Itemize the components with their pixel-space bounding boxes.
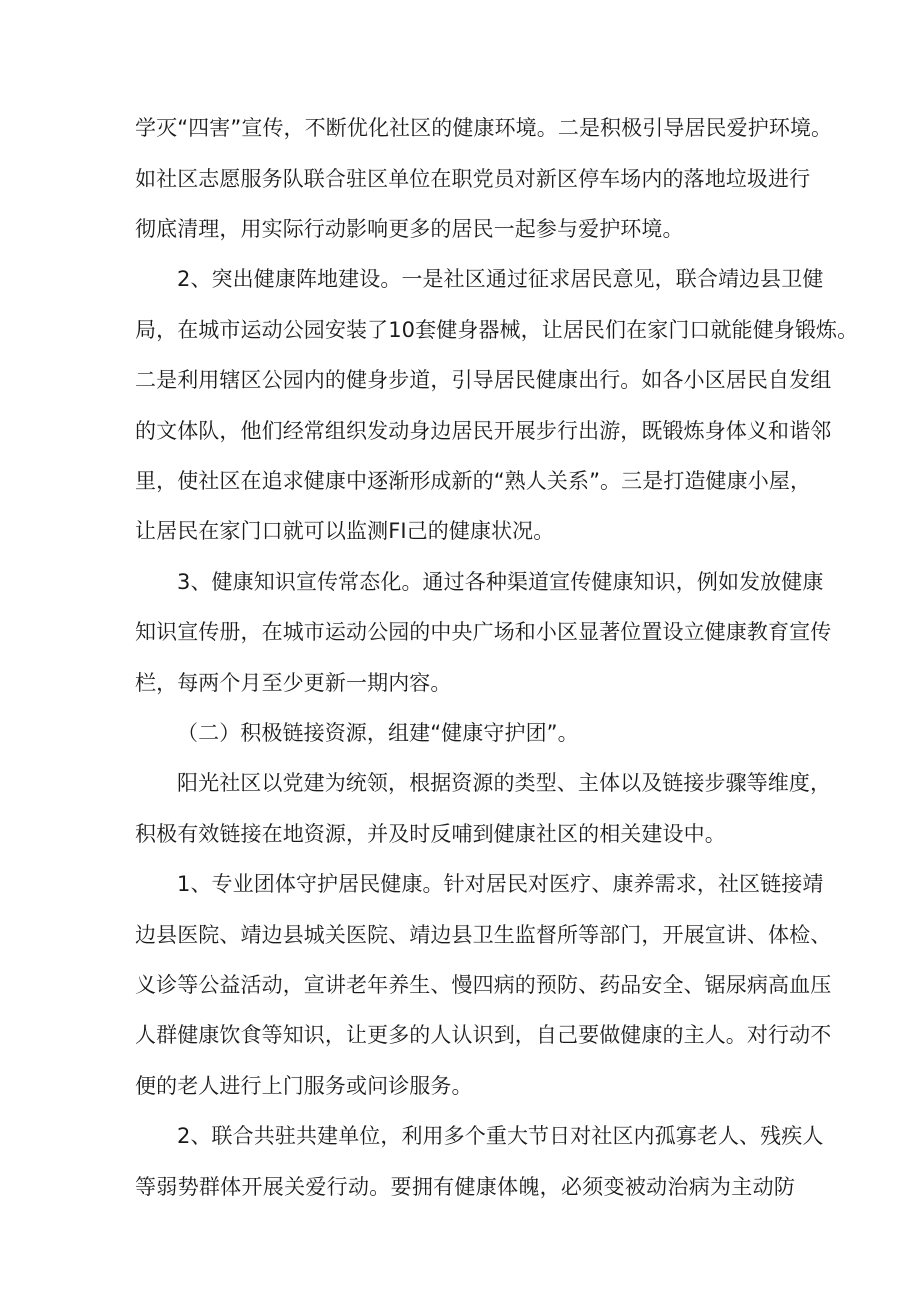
text-line-8: 里，使社区在追求健康中逐渐形成新的“熟人关系”。三是打造健康小屋， xyxy=(135,469,812,493)
text-line-6: 二是利用辖区公园内的健身步道，引导居民健康出行。如各小区居民自发组 xyxy=(135,368,832,392)
text-line-21: 2、联合共驻共建单位，利用多个重大节日对社区内孤寡老人、残疾人 xyxy=(177,1124,824,1148)
text-line-16: 1、专业团体守护居民健康。针对居民对医疗、康养需求，社区链接靖 xyxy=(177,872,824,896)
text-line-22: 等弱势群体开展关爱行动。要拥有健康体魄，必须变被动治病为主动防 xyxy=(135,1175,795,1199)
text-line-7: 的文体队，他们经常组织发动身边居民开展步行出游，既锻炼身体义和谐邻 xyxy=(135,419,832,443)
text-line-14: 阳光社区以党建为统领，根据资源的类型、主体以及链接步骤等维度， xyxy=(177,771,832,795)
text-line-5: 局，在城市运动公园安装了10套健身器械，让居民们在家门口就能健身锻炼。 xyxy=(135,318,859,342)
text-line-17: 边县医院、靖边县城关医院、靖边县卫生监督所等部门，开展宣讲、体检、 xyxy=(135,923,832,947)
text-line-20: 便的老人进行上门服务或问诊服务。 xyxy=(135,1074,473,1098)
text-line-9: 让居民在家门口就可以监测FI己的健康状况。 xyxy=(135,519,555,543)
text-line-4: 2、突出健康阵地建设。一是社区通过征求居民意见，联合靖边县卫健 xyxy=(177,267,824,291)
text-line-19: 人群健康饮食等知识，让更多的人认识到，自己要做健康的主人。对行动不 xyxy=(135,1023,832,1047)
text-line-18: 义诊等公益活动，宣讲老年养生、慢四病的预防、药品安全、锯尿病高血压 xyxy=(135,973,832,997)
text-line-15: 积极有效链接在地资源，并及时反哺到健康社区的相关建设中。 xyxy=(135,822,726,846)
section-heading: （二）积极链接资源，组建“健康守护团”。 xyxy=(177,721,579,745)
text-line-3: 彻底清理，用实际行动影响更多的居民一起参与爱护环境。 xyxy=(135,217,684,241)
text-line-1: 学灭“四害”宣传，不断优化社区的健康环境。二是积极引导居民爱护环境。 xyxy=(135,116,833,140)
text-line-11: 知识宣传册，在城市运动公园的中央广场和小区显著位置设立健康教育宣传 xyxy=(135,620,832,644)
text-line-2: 如社区志愿服务队联合驻区单位在职党员对新区停车场内的落地垃圾进行 xyxy=(135,167,811,191)
text-line-10: 3、健康知识宣传常态化。通过各种渠道宣传健康知识，例如发放健康 xyxy=(177,570,824,594)
text-line-12: 栏，每两个月至少更新一期内容。 xyxy=(135,671,452,695)
